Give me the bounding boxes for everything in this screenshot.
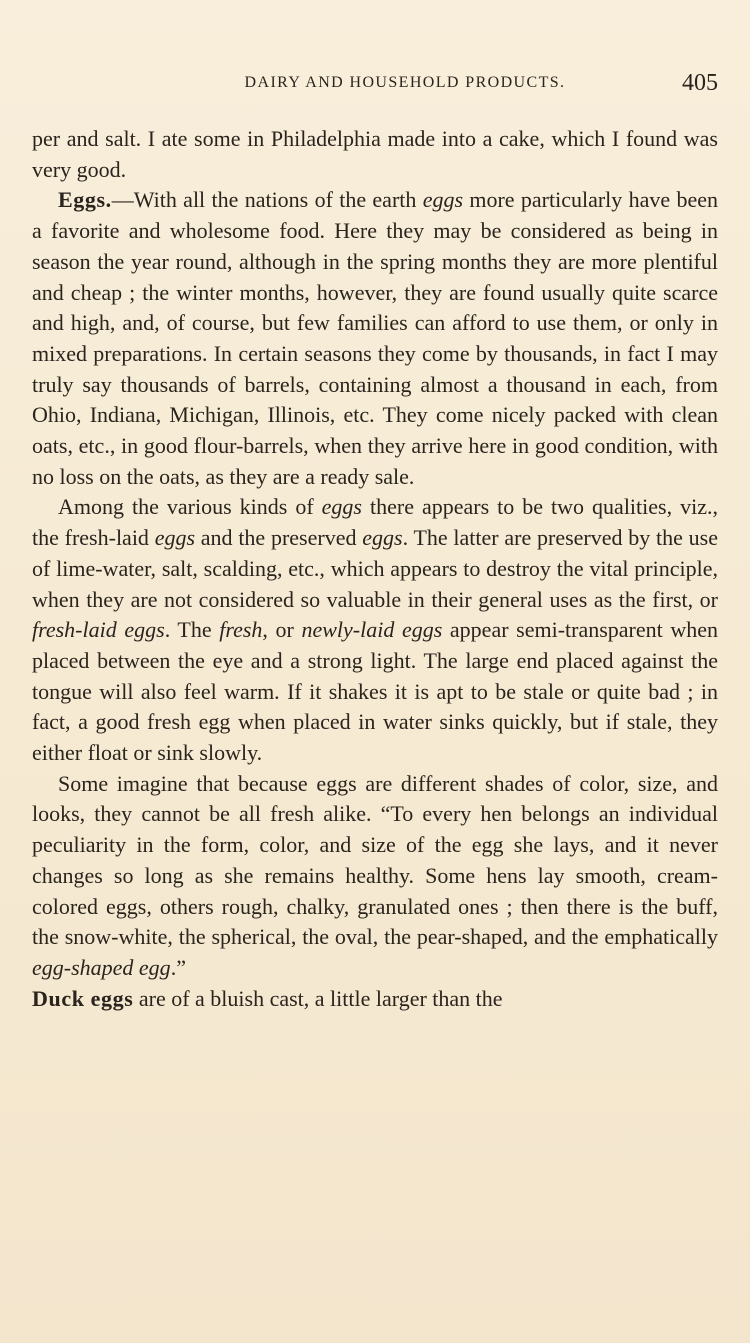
section-heading-duck-eggs: Duck eggs xyxy=(32,985,134,1011)
text-run: . The latter are preserved by the use of lime-water, salt, scalding, etc., which appears to destroy the vital principle, when they are not considered so valuable in their general uses as the first, or xyxy=(32,525,718,612)
running-head: DAIRY AND HOUSEHOLD PRODUCTS. xyxy=(244,74,566,91)
paragraph-continuation: per and salt. I ate some in Philadelphia made into a cake, which I found was very good. xyxy=(32,126,718,182)
italic-run: egg-shaped egg xyxy=(32,954,171,980)
text-run: Among the various kinds of xyxy=(58,494,322,520)
text-run: more particularly have been a favorite and wholesome food. Here they may be considered as being in season the year round, although in the spring months they are more plentiful and cheap ; the winter months, however, they are found usually quite scarce and high, and, of course, but few families can afford to use them, or only in mixed preparations. In certain seasons they come by thousands, in fact I may truly say thousands of barrels, containing almost a thousand in each, from Ohio, Indiana, Michigan, Illinois, etc. They come nicely packed with clean oats, etc., in good flour-barrels, when they arrive here in good condition, with no loss on the oats, as they are a ready sale. xyxy=(32,187,718,489)
paragraph-kinds-of-eggs xyxy=(32,492,718,768)
text-run: are of a bluish cast, a little larger than the xyxy=(133,985,503,1011)
italic-run: eggs xyxy=(321,494,362,520)
italic-run: fresh-laid eggs xyxy=(32,617,165,643)
text-run: , or xyxy=(262,617,302,643)
page-header xyxy=(32,70,718,96)
paragraph-egg-colors xyxy=(32,769,718,984)
text-run: . The xyxy=(164,617,220,643)
text-run: —With all the nations of the earth xyxy=(111,187,423,213)
text-run: and the preserved xyxy=(195,525,363,551)
text-run: .” xyxy=(170,954,186,980)
text-run: Some imagine that because eggs are different shades of color, size, and looks, they cannot be all fresh alike. “To every hen belongs an individual peculiarity in the form, color, and size of the egg she lays, and it never changes so long as she remains healthy. Some hens lay smooth, cream-colored eggs, others rough, chalky, granulated ones ; then there is the buff, the snow-white, the spherical, the oval, the pear-shaped, and the emphatically xyxy=(32,770,718,950)
italic-run: fresh xyxy=(219,617,263,643)
body-text xyxy=(32,124,718,1014)
page-number: 405 xyxy=(682,70,718,96)
italic-run: newly-laid eggs xyxy=(301,617,443,643)
text-run: there appears to be two qualities, viz., the fresh-laid xyxy=(32,494,718,551)
italic-run: eggs xyxy=(362,525,403,551)
section-heading-eggs: Eggs. xyxy=(58,187,112,213)
paragraph-eggs xyxy=(32,185,718,492)
text-run: appear semi-transparent when placed between the eye and a strong light. The large end placed against the tongue will also feel warm. If it shakes it is apt to be stale or quite bad ; in fact, a good fresh egg when placed in water sinks quickly, but if stale, they either float or sink slowly. xyxy=(32,617,719,766)
italic-run: eggs xyxy=(422,187,464,213)
paragraph-duck-eggs xyxy=(32,984,718,1015)
italic-run: eggs xyxy=(154,525,196,551)
